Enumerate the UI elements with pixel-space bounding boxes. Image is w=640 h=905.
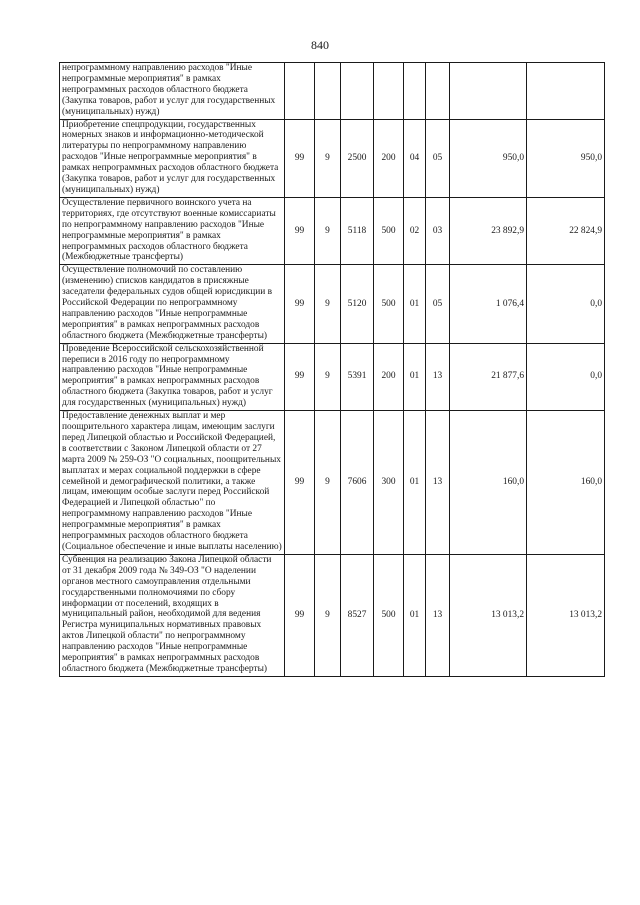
expense-type-code: 500 bbox=[374, 554, 404, 676]
subprogram-code bbox=[315, 63, 341, 120]
row-description: Осуществление полномочий по составлению (изменению) списков кандидатов в присяжные заседатели федеральных судов общей юрисдикции в Российской Федерации по непрограммному направлению расходов "Иные непрограммные мероприятия" в рамках непрограммных расходов областного бюджета (Межбюджетные трансферты) bbox=[60, 265, 285, 343]
subprogram-code: 9 bbox=[315, 197, 341, 264]
expense-type-code: 500 bbox=[374, 265, 404, 343]
program-code: 99 bbox=[285, 411, 315, 555]
amount-2: 160,0 bbox=[527, 411, 605, 555]
direction-code: 5120 bbox=[341, 265, 374, 343]
amount-1: 1 076,4 bbox=[450, 265, 527, 343]
row-description: Осуществление первичного воинского учета на территориях, где отсутствуют военные комиссариаты по непрограммному направлению расходов "Иные непрограммные мероприятия" в рамках непрограммных расходов областного бюджета (Межбюджетные трансферты) bbox=[60, 197, 285, 264]
direction-code: 8527 bbox=[341, 554, 374, 676]
subsection-code: 05 bbox=[426, 265, 450, 343]
subsection-code: 03 bbox=[426, 197, 450, 264]
subsection-code bbox=[426, 63, 450, 120]
table-row bbox=[60, 554, 605, 676]
expense-type-code: 300 bbox=[374, 411, 404, 555]
program-code: 99 bbox=[285, 343, 315, 410]
amount-2: 22 824,9 bbox=[527, 197, 605, 264]
direction-code: 5118 bbox=[341, 197, 374, 264]
section-code: 01 bbox=[404, 265, 426, 343]
row-description: непрограммному направлению расходов "Иные непрограммные мероприятия" в рамках непрограммных расходов областного бюджета (Закупка товаров, работ и услуг для государственных (муниципальных) нужд) bbox=[60, 63, 285, 120]
section-code: 02 bbox=[404, 197, 426, 264]
amount-2: 0,0 bbox=[527, 343, 605, 410]
table-row bbox=[60, 63, 605, 120]
subsection-code: 05 bbox=[426, 119, 450, 197]
expense-type-code: 500 bbox=[374, 197, 404, 264]
section-code: 04 bbox=[404, 119, 426, 197]
program-code: 99 bbox=[285, 554, 315, 676]
row-description: Субвенция на реализацию Закона Липецкой области от 31 декабря 2009 года № 349-ОЗ "О наделении органов местного самоуправления отдельными государственными полномочиями по сбору информации от поселений, входящих в муниципальный район, необходимой для ведения Регистра муниципальных нормативных правовых актов Липецкой области" по непрограммному направлению расходов "Иные непрограммные мероприятия" в рамках непрограммных расходов областного бюджета (Межбюджетные трансферты) bbox=[60, 554, 285, 676]
amount-2: 0,0 bbox=[527, 265, 605, 343]
expense-type-code: 200 bbox=[374, 119, 404, 197]
subprogram-code: 9 bbox=[315, 554, 341, 676]
table-row bbox=[60, 265, 605, 343]
row-description: Предоставление денежных выплат и мер поощрительного характера лицам, имеющим заслуги перед Липецкой областью и Российской Федерацией, в соответствии с Законом Липецкой области от 27 марта 2009 № 259-ОЗ "О социальных, поощрительных выплатах и мерах социальной поддержки в сфере семейной и демографической политики, а также лицам, имеющим особые заслуги перед Российской Федерацией и Липецкой областью" по непрограммному направлению расходов "Иные непрограммные мероприятия" в рамках непрограммных расходов областного бюджета (Социальное обеспечение и иные выплаты населению) bbox=[60, 411, 285, 555]
table-row bbox=[60, 197, 605, 264]
amount-2: 13 013,2 bbox=[527, 554, 605, 676]
section-code: 01 bbox=[404, 343, 426, 410]
row-description: Приобретение спецпродукции, государственных номерных знаков и информационно-методической литературы по непрограммному направлению расходов "Иные непрограммные мероприятия" в рамках непрограммных расходов областного бюджета (Закупка товаров, работ и услуг для государственных (муниципальных) нужд) bbox=[60, 119, 285, 197]
section-code: 01 bbox=[404, 554, 426, 676]
expense-type-code: 200 bbox=[374, 343, 404, 410]
subprogram-code: 9 bbox=[315, 343, 341, 410]
amount-2 bbox=[527, 63, 605, 120]
budget-table bbox=[59, 62, 605, 677]
subprogram-code: 9 bbox=[315, 411, 341, 555]
subsection-code: 13 bbox=[426, 411, 450, 555]
section-code bbox=[404, 63, 426, 120]
row-description: Проведение Всероссийской сельскохозяйственной переписи в 2016 году по непрограммному направлению расходов "Иные непрограммные мероприятия" в рамках непрограммных расходов областного бюджета (Закупка товаров, работ и услуг для государственных (муниципальных) нужд) bbox=[60, 343, 285, 410]
program-code: 99 bbox=[285, 119, 315, 197]
amount-1: 160,0 bbox=[450, 411, 527, 555]
amount-1: 23 892,9 bbox=[450, 197, 527, 264]
subsection-code: 13 bbox=[426, 554, 450, 676]
direction-code: 7606 bbox=[341, 411, 374, 555]
program-code: 99 bbox=[285, 265, 315, 343]
table-row bbox=[60, 119, 605, 197]
amount-2: 950,0 bbox=[527, 119, 605, 197]
amount-1 bbox=[450, 63, 527, 120]
subprogram-code: 9 bbox=[315, 265, 341, 343]
table-row bbox=[60, 411, 605, 555]
direction-code: 2500 bbox=[341, 119, 374, 197]
subsection-code: 13 bbox=[426, 343, 450, 410]
section-code: 01 bbox=[404, 411, 426, 555]
amount-1: 950,0 bbox=[450, 119, 527, 197]
direction-code bbox=[341, 63, 374, 120]
program-code: 99 bbox=[285, 197, 315, 264]
program-code bbox=[285, 63, 315, 120]
amount-1: 21 877,6 bbox=[450, 343, 527, 410]
table-row bbox=[60, 343, 605, 410]
subprogram-code: 9 bbox=[315, 119, 341, 197]
direction-code: 5391 bbox=[341, 343, 374, 410]
amount-1: 13 013,2 bbox=[450, 554, 527, 676]
page-number: 840 bbox=[311, 38, 329, 52]
expense-type-code bbox=[374, 63, 404, 120]
